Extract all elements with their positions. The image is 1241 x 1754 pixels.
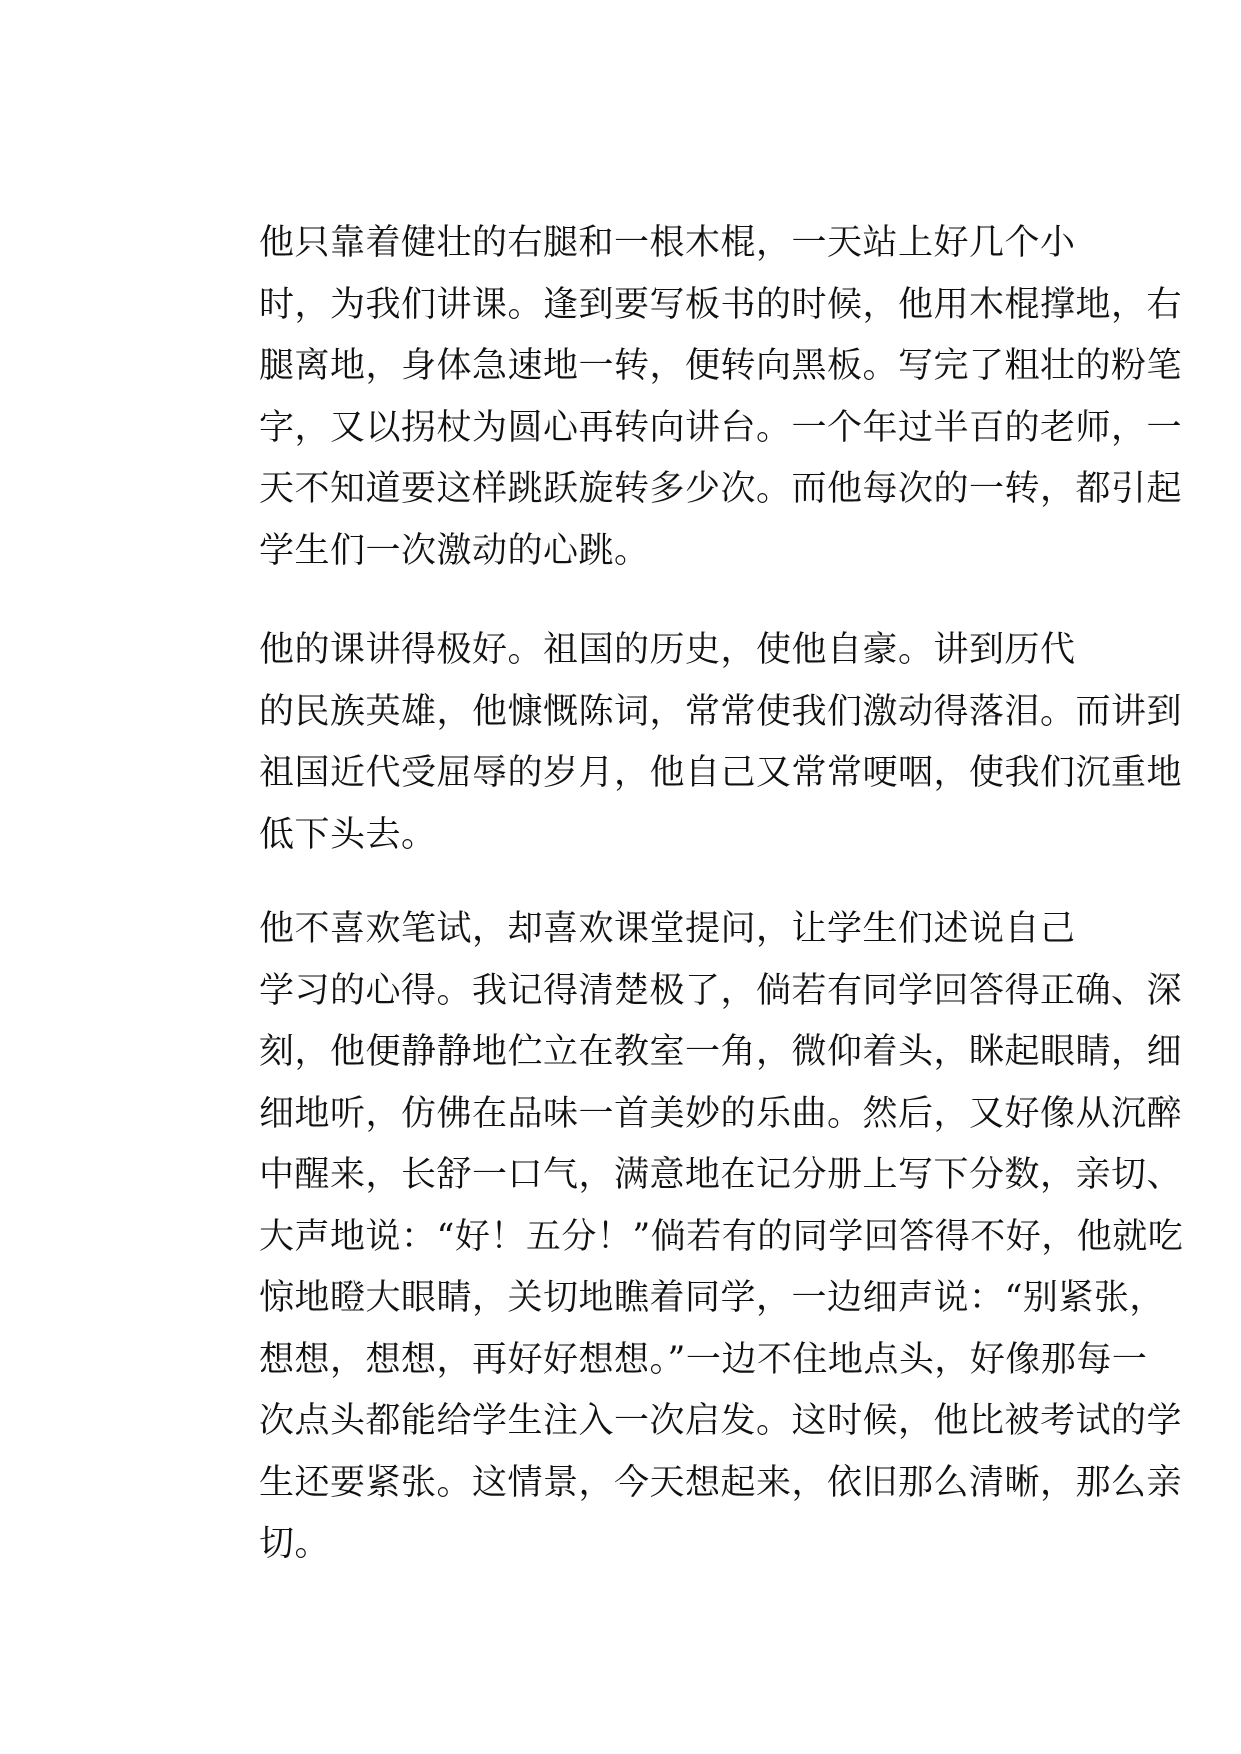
paragraph-1 <box>189 213 1183 582</box>
paragraph-line: 时，为我们讲课。逢到要写板书的时候，他用木棍撑地，右 <box>259 284 1183 325</box>
paragraph-line: 想想，想想，再好好想想。”一边不住地点头，好像那每一 <box>259 1339 1148 1380</box>
paragraph-line: 学习的心得。我记得清楚极了，倘若有同学回答得正确、深 <box>259 970 1183 1011</box>
paragraph-line: 天不知道要这样跳跃旋转多少次。而他每次的一转，都引起 <box>259 469 1183 509</box>
paragraph-line: 学生们一次激动的心跳。 <box>259 530 650 571</box>
paragraph-2 <box>189 620 1183 866</box>
paragraph-line: 次点头都能给学生注入一次启发。这时候，他比被考试的学 <box>259 1401 1183 1441</box>
paragraph-line: 低下头去。 <box>259 814 437 855</box>
paragraph-line: 腿离地，身体急速地一转，便转向黑板。写完了粗壮的粉笔 <box>259 346 1183 386</box>
paragraph-line: 切。 <box>259 1524 331 1564</box>
paragraph-line: 细地听，仿佛在品味一首美妙的乐曲。然后，又好像从沉醉 <box>259 1093 1183 1134</box>
paragraph-line: 他只靠着健壮的右腿和一根木棍，一天站上好几个小 <box>259 223 1076 263</box>
paragraph-line: 字，又以拐杖为圆心再转向讲台。一个年过半百的老师，一 <box>259 407 1183 448</box>
paragraph-3 <box>189 899 1184 1576</box>
paragraph-line: 祖国近代受屈辱的岁月，他自己又常常哽咽，使我们沉重地 <box>259 753 1183 793</box>
paragraph-line: 惊地瞪大眼睛，关切地瞧着同学，一边细声说：“别紧张， <box>259 1278 1165 1318</box>
paragraph-line: 他不喜欢笔试，却喜欢课堂提问，让学生们述说自己 <box>259 909 1076 949</box>
paragraph-line: 生还要紧张。这情景，今天想起来，依旧那么清晰，那么亲 <box>259 1462 1183 1503</box>
paragraph-line: 大声地说：“好！五分！”倘若有的同学回答得不好，他就吃 <box>259 1216 1184 1257</box>
paragraph-line: 他的课讲得极好。祖国的历史，使他自豪。讲到历代 <box>259 630 1076 670</box>
paragraph-line: 的民族英雄，他慷慨陈词，常常使我们激动得落泪。而讲到 <box>259 691 1183 732</box>
paragraph-line: 刻，他便静静地伫立在教室一角，微仰着头，眯起眼睛，细 <box>259 1032 1183 1072</box>
paragraph-line: 中醒来，长舒一口气，满意地在记分册上写下分数，亲切、 <box>259 1155 1183 1195</box>
